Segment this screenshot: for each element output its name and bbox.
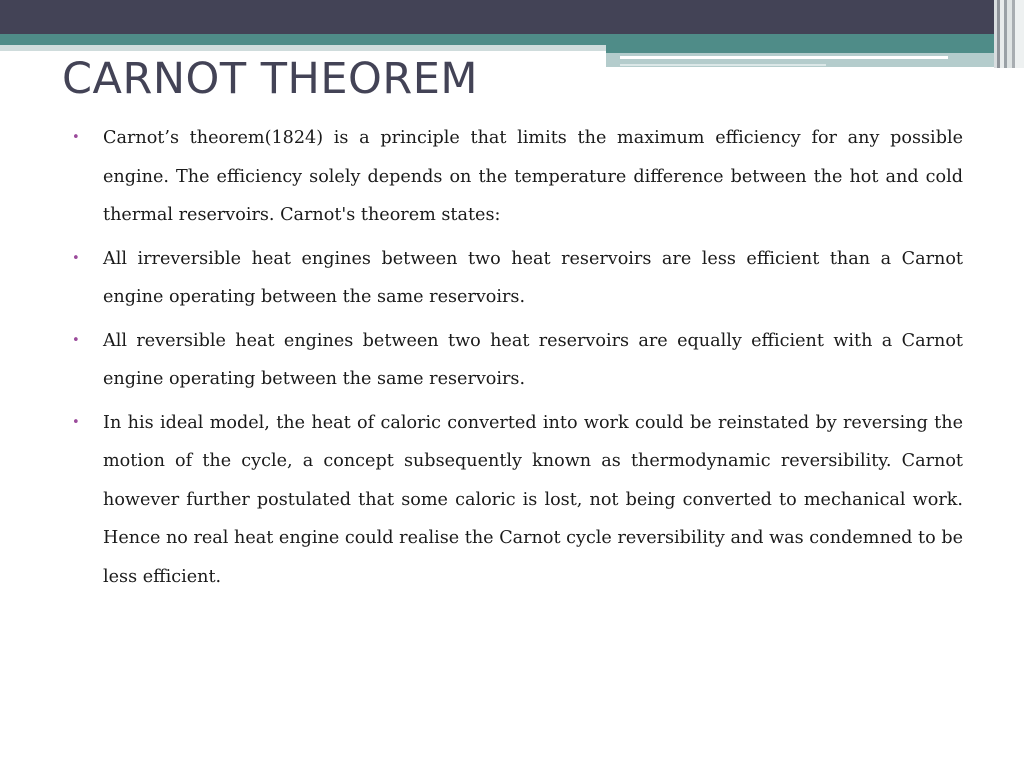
slide-title: CARNOT THEOREM [62,54,479,104]
bullet-text: Carnot’s theorem(1824) is a principle that limits the maximum efficiency for any possible engine. The efficiency solely depends on the temperature difference between the hot and cold thermal reservoirs. Carnot's theorem states: [103,128,963,225]
bullet-icon: • [72,332,80,348]
bullet-text: In his ideal model, the heat of caloric converted into work could be reinstated by reversing the motion of the cycle, a concept subsequently known as thermodynamic reversibility. Carnot however further postulated that some caloric is lost, not being converted to mechanical work. Hence no real heat engine could realise the Carnot cycle reversibility and was condemned to be less efficient. [103,412,963,587]
header-accent-line [620,56,948,59]
header-right-teal-band [606,45,1024,53]
bullet-item [72,322,963,399]
bullet-item [72,404,963,597]
header-teal-band [0,34,1024,45]
bullet-text: All irreversible heat engines between two heat reservoirs are less efficient than a Carnot engine operating between the same reservoirs. [103,248,963,307]
header-dark-band [0,0,1024,34]
bullet-item [72,240,963,317]
header-accent-line-short [620,64,826,66]
bullet-icon: • [72,130,80,145]
header-light-strip [0,45,606,51]
bullet-text: All reversible heat engines between two heat reservoirs are equally efficient with a Carnot engine operating between the same reservoirs. [103,330,963,389]
bullet-list [72,119,963,601]
header-edge-stripes [994,0,1024,68]
bullet-item [72,119,963,235]
bullet-icon: • [72,250,80,266]
bullet-icon: • [72,414,80,430]
